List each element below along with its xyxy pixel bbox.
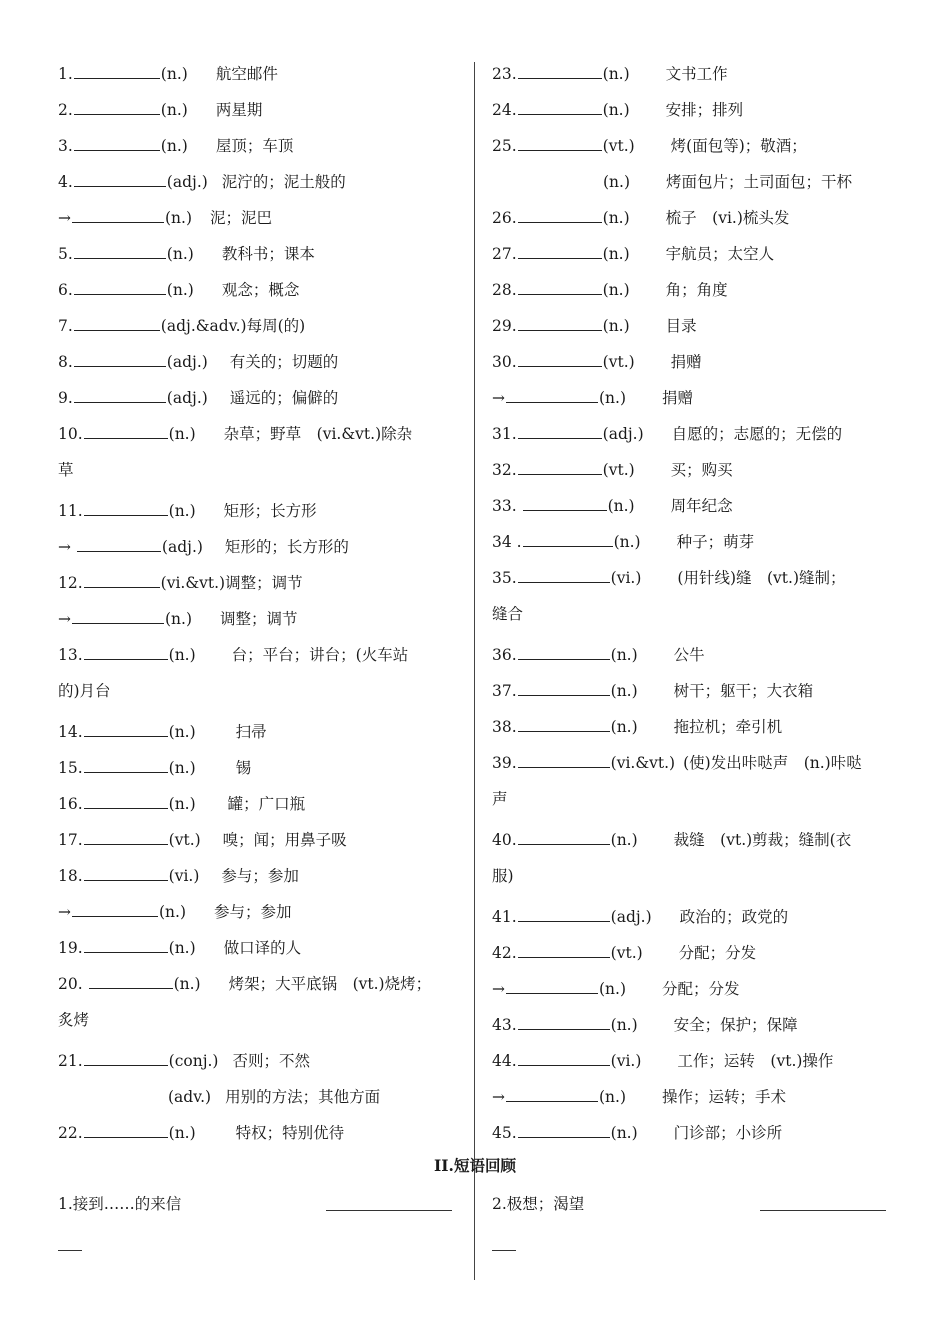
column-divider (474, 62, 475, 1280)
meaning: 参与；参加 (221, 867, 299, 885)
vocab-item (492, 380, 894, 416)
part-of-speech: (vi.&vt.) (160, 574, 226, 592)
meaning: 遥远的；偏僻的 (229, 389, 339, 407)
vocab-item (492, 560, 894, 596)
item-number: 39. (492, 754, 517, 772)
answer-blank[interactable] (518, 681, 610, 696)
right-column (492, 56, 894, 1151)
meaning: 文书工作 (665, 65, 728, 83)
phrase-item (492, 1190, 892, 1218)
vocab-item (58, 637, 460, 673)
answer-blank[interactable] (518, 1051, 610, 1066)
meaning-continuation: 草 (58, 461, 74, 479)
meaning: 泥泞的；泥土般的 (221, 173, 346, 191)
meaning: 烤(面包等)；敬酒； (670, 137, 807, 155)
vocab-item (58, 308, 460, 344)
vocab-item (58, 272, 460, 308)
item-number: 26. (492, 209, 517, 227)
item-number: 35. (492, 569, 517, 587)
vocab-item (492, 416, 894, 452)
part-of-speech: (n.) (610, 1016, 638, 1034)
vocab-item (58, 601, 460, 637)
part-of-speech: (n.) (610, 1124, 638, 1142)
phrase-text: 2.极想；渴望 (492, 1195, 585, 1213)
answer-blank[interactable] (84, 866, 168, 881)
meaning-continuation: 声 (492, 790, 508, 808)
item-number: 19. (58, 939, 83, 957)
answer-blank[interactable] (84, 830, 168, 845)
item-number: 12. (58, 574, 83, 592)
answer-blank[interactable] (506, 388, 598, 403)
part-of-speech: (n.) (159, 903, 187, 921)
vocab-item (492, 92, 894, 128)
item-number: 17. (58, 831, 83, 849)
vocab-item (492, 1079, 894, 1115)
vocab-item (58, 344, 460, 380)
item-number: 38. (492, 718, 517, 736)
answer-blank[interactable] (506, 1087, 598, 1102)
meaning: 参与；参加 (214, 903, 292, 921)
meaning: 做口译的人 (223, 939, 302, 957)
meaning: 屋顶；车顶 (215, 137, 294, 155)
answer-blank[interactable] (518, 830, 610, 845)
part-of-speech: (n.) (599, 389, 627, 407)
answer-blank[interactable] (74, 64, 160, 79)
item-number: 36. (492, 646, 517, 664)
answer-blank[interactable] (518, 352, 602, 367)
answer-blank[interactable] (326, 1210, 452, 1211)
meaning: 买；购买 (670, 461, 733, 479)
vocab-item (492, 673, 894, 709)
part-of-speech: (n.) (168, 795, 196, 813)
part-of-speech: (n.) (160, 101, 188, 119)
item-number: 2. (58, 101, 73, 119)
meaning: 矩形；长方形 (223, 502, 317, 520)
answer-blank[interactable] (518, 208, 602, 223)
meaning: 矩形的；长方形的 (224, 538, 349, 556)
part-of-speech: (vi.&vt.) (610, 754, 676, 772)
vocab-item (58, 1115, 460, 1151)
part-of-speech: (n.) (602, 281, 630, 299)
answer-blank[interactable] (518, 1123, 610, 1138)
vocab-item (492, 637, 894, 673)
meaning: 宇航员；太空人 (665, 245, 775, 263)
answer-blank[interactable] (84, 758, 168, 773)
meaning: 政治的；政党的 (679, 908, 789, 926)
meaning: (使)发出咔哒声 (n.)咔哒 (683, 754, 862, 772)
answer-blank[interactable] (518, 316, 602, 331)
part-of-speech: (vt.) (602, 461, 635, 479)
part-of-speech: (n.) (166, 245, 194, 263)
part-of-speech: (adj.) (602, 425, 644, 443)
meaning-continuation: 服) (492, 867, 514, 885)
item-number: 43. (492, 1016, 517, 1034)
answer-blank[interactable] (523, 496, 607, 511)
vocab-item (492, 200, 894, 236)
item-number: 21. (58, 1052, 83, 1070)
answer-blank[interactable] (518, 460, 602, 475)
item-number: 18. (58, 867, 83, 885)
meaning: 观念；概念 (221, 281, 300, 299)
answer-blank[interactable] (74, 316, 160, 331)
vocab-item (492, 488, 894, 524)
vocab-item (492, 452, 894, 488)
meaning: 安排；排列 (665, 101, 744, 119)
part-of-speech: (n.) (610, 831, 638, 849)
part-of-speech: (adj.) (166, 389, 208, 407)
part-of-speech: (n.) (599, 980, 627, 998)
answer-blank-continuation[interactable] (58, 1250, 82, 1251)
answer-blank[interactable] (84, 1123, 168, 1138)
part-of-speech: (n.) (610, 718, 638, 736)
item-number: 10. (58, 425, 83, 443)
meaning: 周年纪念 (670, 497, 733, 515)
answer-blank[interactable] (84, 645, 168, 660)
vocab-item (58, 822, 460, 858)
meaning: 嗅；闻；用鼻子吸 (222, 831, 347, 849)
meaning: 公牛 (673, 646, 705, 664)
item-number: 3. (58, 137, 73, 155)
vocab-item (492, 524, 894, 560)
meaning: 罐；广口瓶 (227, 795, 306, 813)
meaning: 扫帚 (235, 723, 267, 741)
vocab-item (58, 56, 460, 92)
part-of-speech: (n.) (168, 723, 196, 741)
item-number: 45. (492, 1124, 517, 1142)
item-number: 16. (58, 795, 83, 813)
meaning: 分配；分发 (678, 944, 757, 962)
meaning: 拖拉机；牵引机 (673, 718, 783, 736)
item-number: 29. (492, 317, 517, 335)
part-of-speech: (n.) (168, 1124, 196, 1142)
meaning-continuation: 的)月台 (58, 682, 111, 700)
vocab-item (58, 416, 460, 452)
answer-blank[interactable] (518, 424, 602, 439)
answer-blank[interactable] (74, 100, 160, 115)
answer-blank[interactable] (84, 573, 160, 588)
vocab-item (58, 1079, 460, 1115)
meaning: 门诊部；小诊所 (673, 1124, 783, 1142)
item-number: 41. (492, 908, 517, 926)
item-number: 44. (492, 1052, 517, 1070)
item-number: 32. (492, 461, 517, 479)
item-number: 14. (58, 723, 83, 741)
item-number: 1. (58, 65, 73, 83)
vocab-item (58, 92, 460, 128)
meaning: 两星期 (215, 101, 263, 119)
vocab-item (58, 786, 460, 822)
meaning-continuation: 炙烤 (58, 1011, 90, 1029)
vocab-item (58, 200, 460, 236)
vocab-item (58, 128, 460, 164)
phrase-text: 1.接到……的来信 (58, 1195, 182, 1213)
meaning: 每周(的) (246, 317, 306, 335)
part-of-speech: (n.) (165, 610, 193, 628)
part-of-speech: (n.) (602, 101, 630, 119)
vocab-item (492, 1115, 894, 1151)
item-number: 42. (492, 944, 517, 962)
vocab-item (58, 236, 460, 272)
vocab-item (58, 565, 460, 601)
part-of-speech: (n.) (168, 502, 196, 520)
answer-blank[interactable] (74, 388, 166, 403)
part-of-speech: (n.) (168, 425, 196, 443)
answer-blank[interactable] (518, 64, 602, 79)
item-number: 15. (58, 759, 83, 777)
part-of-speech: (n.) (610, 682, 638, 700)
item-number: → (492, 389, 505, 407)
vocab-item (58, 966, 460, 1002)
meaning: 种子；萌芽 (676, 533, 755, 551)
answer-blank[interactable] (760, 1210, 886, 1211)
part-of-speech: (adj.&adv.) (160, 317, 247, 335)
item-number: 4. (58, 173, 73, 191)
part-of-speech: (n.) (160, 137, 188, 155)
part-of-speech: (n.) (610, 646, 638, 664)
answer-blank[interactable] (84, 424, 168, 439)
meaning-continuation: 缝合 (492, 605, 524, 623)
meaning: 角；角度 (665, 281, 728, 299)
vocab-item (58, 493, 460, 529)
vocab-item (492, 236, 894, 272)
part-of-speech: (n.) (613, 533, 641, 551)
part-of-speech: (adj.) (161, 538, 203, 556)
vocab-item (492, 272, 894, 308)
item-number: 31. (492, 425, 517, 443)
vocab-item (492, 1043, 894, 1079)
item-number: 30. (492, 353, 517, 371)
meaning: 烤架；大平底锅 (vt.)烧烤； (228, 975, 432, 993)
item-number: → (492, 980, 505, 998)
answer-blank[interactable] (84, 938, 168, 953)
part-of-speech: (n.) (166, 281, 194, 299)
part-of-speech: (vt.) (602, 353, 635, 371)
part-of-speech: (vi.) (610, 569, 642, 587)
item-number: 23. (492, 65, 517, 83)
answer-blank[interactable] (518, 244, 602, 259)
part-of-speech: (vt.) (168, 831, 201, 849)
item-number: 6. (58, 281, 73, 299)
answer-blank[interactable] (518, 645, 610, 660)
meaning: 调整；调节 (220, 610, 298, 628)
meaning: 杂草；野草 (vi.&vt.)除杂 (223, 425, 413, 443)
answer-blank[interactable] (518, 907, 610, 922)
vocab-item (58, 1043, 460, 1079)
part-of-speech: (n.) (602, 317, 630, 335)
item-number: 11. (58, 502, 83, 520)
left-column (58, 56, 460, 1151)
item-number: 8. (58, 353, 73, 371)
part-of-speech: (n.) (607, 497, 635, 515)
item-number: 33. (492, 497, 522, 515)
part-of-speech: (n.) (168, 939, 196, 957)
part-of-speech: (n.) (603, 173, 631, 191)
item-number: 37. (492, 682, 517, 700)
item-number: → (58, 610, 71, 628)
answer-blank[interactable] (74, 352, 166, 367)
part-of-speech: (n.) (168, 759, 196, 777)
part-of-speech: (n.) (602, 209, 630, 227)
meaning: 捐赠 (662, 389, 694, 407)
item-number: 20. (58, 975, 88, 993)
answer-blank[interactable] (74, 280, 166, 295)
answer-blank[interactable] (77, 537, 161, 552)
vocab-item (492, 935, 894, 971)
vocab-item (492, 128, 894, 164)
item-number: → (58, 903, 71, 921)
item-number: 22. (58, 1124, 83, 1142)
answer-blank-continuation[interactable] (492, 1250, 516, 1251)
meaning: 树干；躯干；大衣箱 (673, 682, 814, 700)
item-number: 13. (58, 646, 83, 664)
item-number: → (58, 538, 76, 556)
part-of-speech: (n.) (168, 646, 196, 664)
vocab-item (58, 858, 460, 894)
vocab-item (492, 822, 894, 858)
answer-blank[interactable] (74, 172, 166, 187)
answer-blank[interactable] (518, 943, 610, 958)
part-of-speech: (n.) (602, 65, 630, 83)
meaning: 调整；调节 (225, 574, 303, 592)
part-of-speech: (n.) (602, 245, 630, 263)
meaning: 教科书；课本 (221, 245, 315, 263)
meaning: 有关的；切题的 (229, 353, 339, 371)
meaning: 裁缝 (vt.)剪裁；缝制(衣 (673, 831, 852, 849)
answer-blank[interactable] (518, 753, 610, 768)
vocab-item (58, 529, 460, 565)
vocab-item (58, 930, 460, 966)
answer-blank[interactable] (518, 568, 610, 583)
meaning: 航空邮件 (215, 65, 278, 83)
item-number: 25. (492, 137, 517, 155)
item-number: 9. (58, 389, 73, 407)
phrase-item (58, 1190, 458, 1218)
part-of-speech: (adv.) (168, 1088, 212, 1106)
answer-blank[interactable] (72, 208, 164, 223)
vocab-item (58, 894, 460, 930)
vocab-item (492, 1007, 894, 1043)
item-number: 24. (492, 101, 517, 119)
meaning: 捐赠 (670, 353, 702, 371)
meaning: 锡 (235, 759, 252, 777)
answer-blank[interactable] (84, 722, 168, 737)
vocab-item (492, 344, 894, 380)
answer-blank[interactable] (518, 136, 602, 151)
meaning: 安全；保护；保障 (673, 1016, 798, 1034)
meaning: 分配；分发 (662, 980, 740, 998)
answer-blank[interactable] (523, 532, 613, 547)
vocab-item (492, 899, 894, 935)
part-of-speech: (n.) (165, 209, 193, 227)
meaning: 泥；泥巴 (210, 209, 273, 227)
meaning: 用别的方法；其他方面 (225, 1088, 381, 1106)
vocab-item (492, 971, 894, 1007)
answer-blank[interactable] (518, 280, 602, 295)
part-of-speech: (adj.) (166, 173, 208, 191)
answer-blank[interactable] (74, 136, 160, 151)
meaning: 目录 (665, 317, 697, 335)
part-of-speech: (adj.) (166, 353, 208, 371)
meaning: 工作；运转 (vt.)操作 (677, 1052, 834, 1070)
answer-blank[interactable] (518, 717, 610, 732)
item-number: 5. (58, 245, 73, 263)
part-of-speech: (vi.) (168, 867, 200, 885)
answer-blank[interactable] (506, 979, 598, 994)
meaning: 特权；特别优待 (235, 1124, 345, 1142)
vocab-item (492, 56, 894, 92)
meaning: 烤面包片；土司面包；干杯 (666, 173, 853, 191)
vocab-item (492, 745, 894, 781)
part-of-speech: (n.) (599, 1088, 627, 1106)
meaning: (用针线)缝 (vt.)缝制； (677, 569, 846, 587)
vocab-item (58, 714, 460, 750)
vocab-item (492, 709, 894, 745)
part-of-speech: (conj.) (168, 1052, 219, 1070)
vocab-item (58, 380, 460, 416)
answer-blank[interactable] (89, 974, 173, 989)
meaning: 自愿的；志愿的；无偿的 (671, 425, 843, 443)
item-number: 27. (492, 245, 517, 263)
meaning: 梳子 (vi.)梳头发 (665, 209, 790, 227)
part-of-speech: (vt.) (602, 137, 635, 155)
item-number: 28. (492, 281, 517, 299)
item-number: 7. (58, 317, 73, 335)
part-of-speech: (n.) (173, 975, 201, 993)
answer-blank[interactable] (74, 244, 166, 259)
section-title: II.短语回顾 (434, 1156, 516, 1175)
part-of-speech: (adj.) (610, 908, 652, 926)
item-number: 34 . (492, 533, 522, 551)
answer-blank[interactable] (84, 1051, 168, 1066)
item-number: → (492, 1088, 505, 1106)
vocab-item (492, 308, 894, 344)
vocab-item (58, 164, 460, 200)
part-of-speech: (vi.) (610, 1052, 642, 1070)
vocab-item (492, 164, 894, 200)
answer-blank[interactable] (518, 100, 602, 115)
item-number: → (58, 209, 71, 227)
answer-blank[interactable] (84, 501, 168, 516)
answer-blank[interactable] (84, 794, 168, 809)
part-of-speech: (n.) (160, 65, 188, 83)
item-number: 40. (492, 831, 517, 849)
vocab-item (58, 750, 460, 786)
meaning: 台；平台；讲台；(火车站 (231, 646, 409, 664)
answer-blank[interactable] (72, 609, 164, 624)
meaning: 操作；运转；手术 (662, 1088, 787, 1106)
answer-blank[interactable] (518, 1015, 610, 1030)
answer-blank[interactable] (72, 902, 158, 917)
part-of-speech: (vt.) (610, 944, 643, 962)
meaning: 否则；不然 (232, 1052, 310, 1070)
